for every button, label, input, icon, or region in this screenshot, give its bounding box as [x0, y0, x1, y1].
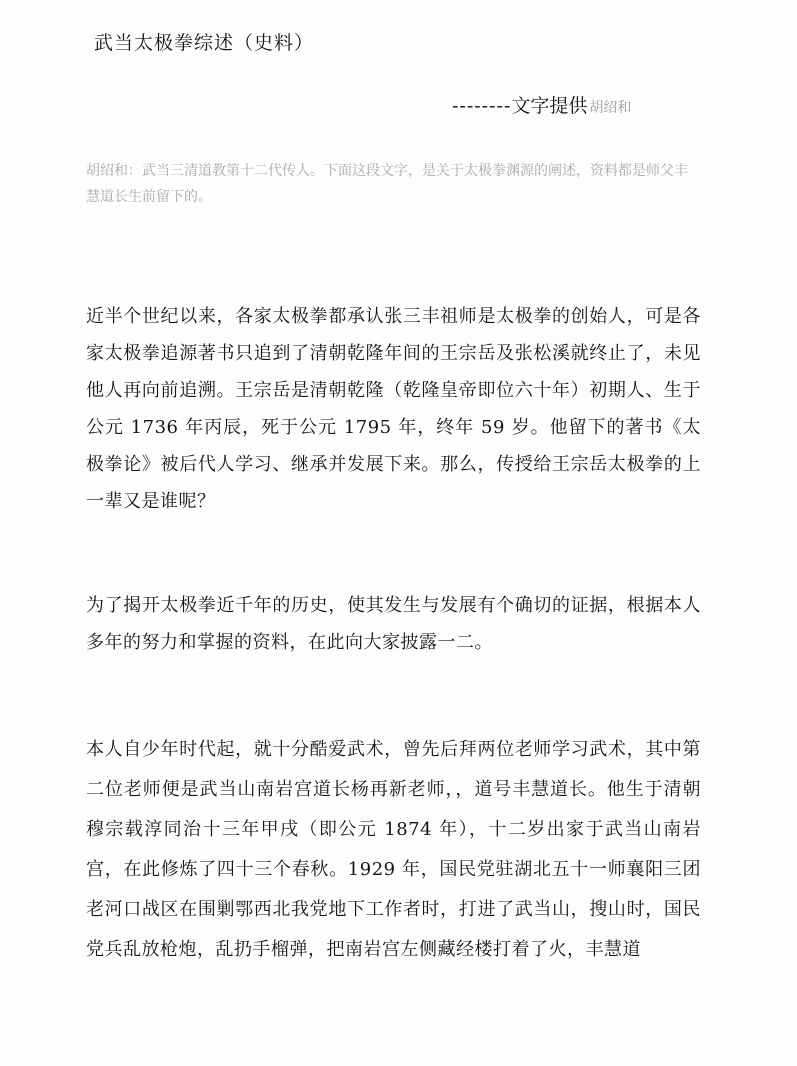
intro-note: 胡绍和：武当三清道教第十二代传人。下面这段文字，是关于太极拳渊源的阐述，资料都是师父丰慧道长生前留下的。	[86, 163, 688, 205]
credit-author: 胡绍和	[589, 100, 632, 116]
document-title: 武当太极拳综述（史料）	[94, 32, 315, 54]
body-paragraph-3: 本人自少年时代起，就十分酷爱武术，曾先后拜两位老师学习武术，其中第二位老师便是武当山南岩宫道长杨再新老师，，道号丰慧道长。他生于清朝穆宗载淳同治十三年甲戌（即公元 1874 年），十二岁出家于武当山南岩宫，在此修炼了四十三个春秋。1929 年，国民党驻湖北五十一师襄阳三团老河口战区在围剿鄂西北我党地下工作者时，打进了武当山，搜山时，国民党兵乱放枪炮，乱扔手榴弹，把南岩宫左侧藏经楼打着了火，丰慧道	[86, 739, 701, 960]
body-paragraph-2: 为了揭开太极拳近千年的历史，使其发生与发展有个确切的证据，根据本人多年的努力和掌握的资料，在此向大家披露一二。	[86, 595, 701, 653]
credit-label: 文字提供	[511, 95, 588, 117]
body-paragraph-1: 近半个世纪以来，各家太极拳都承认张三丰祖师是太极拳的创始人，可是各家太极拳追源著书只追到了清朝乾隆年间的王宗岳及张松溪就终止了，未见他人再向前追溯。王宗岳是清朝乾隆（乾隆皇帝即位六十年）初期人、生于公元 1736 年丙辰，死于公元 1795 年，终年 59 岁。他留下的著书《太极拳论》被后代人学习、继承并发展下来。那么，传授给王宗岳太极拳的上一辈又是谁呢？	[86, 306, 701, 512]
author-credit	[452, 91, 631, 118]
credit-dashes: --------	[452, 95, 512, 117]
